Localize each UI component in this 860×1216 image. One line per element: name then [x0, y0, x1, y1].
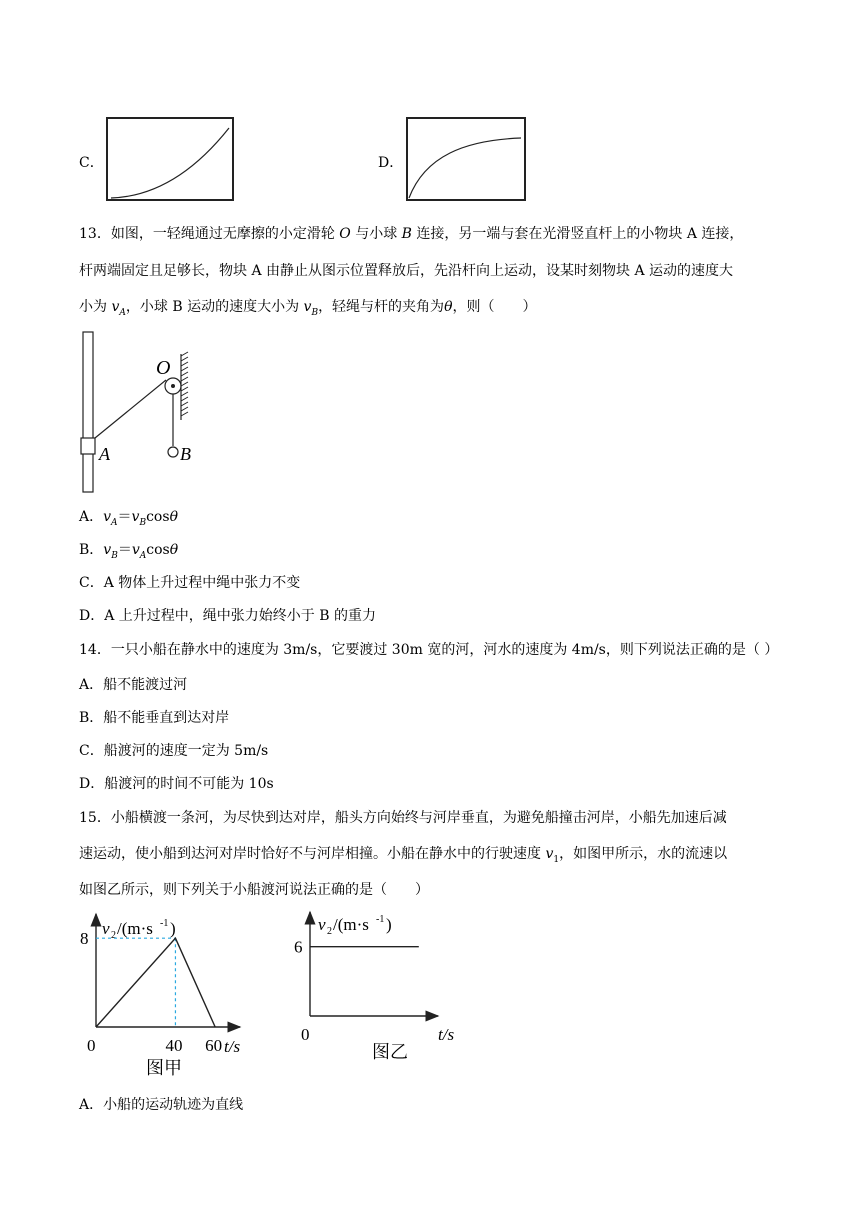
chart-jia	[74, 910, 264, 1085]
y-tick-label: 6	[294, 937, 303, 957]
chart-title: 图乙	[372, 1042, 408, 1062]
q13-option-a: A．$v_A=v_B\cos\theta$	[79, 509, 178, 528]
x-tick-label: 60	[205, 1036, 223, 1055]
series-line	[96, 938, 215, 1027]
label-o: O	[156, 357, 171, 379]
q14-stem: 14．一只小船在静水中的速度为 3m/s，它要渡过 30m 宽的河，河水的速度为 4m/s，则下列说法正确的是（ ）	[79, 642, 779, 658]
q13-option-b: B．$v_B=v_A\cos\theta$	[79, 542, 179, 561]
x-tick-label: 0	[87, 1036, 96, 1055]
q15-option-a: A．小船的运动轨迹为直线	[79, 1097, 244, 1113]
rope-a-to-pulley	[95, 380, 166, 438]
vertical-rod	[83, 332, 93, 492]
y-axis-label	[318, 914, 392, 937]
y-axis-label	[102, 918, 176, 941]
label-b: B	[180, 444, 191, 464]
q13-pulley-figure	[76, 330, 206, 494]
q14-option-b: B．船不能垂直到达对岸	[79, 710, 230, 726]
x-tick-label: 0	[301, 1025, 310, 1044]
q15-stem-line1: 15．小船横渡一条河，为尽快到达对岸，船头方向始终与河岸垂直，为避免船撞击河岸，小船先加速后减	[79, 810, 727, 826]
y-tick-label: 8	[80, 929, 89, 949]
q12-option-c-label: C．	[79, 155, 104, 171]
q14-option-d: D．船渡河的时间不可能为 10s	[79, 776, 274, 792]
q12-option-c-graph	[105, 116, 235, 202]
svg-text:2: 2	[111, 930, 116, 941]
chart-title: 图甲	[146, 1058, 182, 1078]
svg-text:/(m·s: /(m·s	[333, 915, 369, 934]
svg-text:-1: -1	[376, 914, 385, 925]
svg-text:v: v	[318, 915, 326, 934]
q12-option-d-graph	[405, 116, 527, 202]
svg-text:/(m·s: /(m·s	[117, 919, 153, 938]
svg-text:2: 2	[327, 926, 332, 937]
q13-stem-line3: 小为 $v_A$，小球 B 运动的速度大小为 $v_B$，轻绳与杆的夹角为θ，则（ ）	[79, 299, 537, 318]
x-tick-label: 40	[165, 1036, 183, 1055]
q14-option-a: A．船不能渡过河	[79, 677, 188, 693]
svg-text:v: v	[102, 919, 110, 938]
q12-option-d-label: D．	[378, 155, 404, 171]
q13-stem-line2: 杆两端固定且足够长，物块 A 由静止从图示位置释放后，先沿杆向上运动，设某时刻物块 A 运动的速度大	[79, 263, 734, 279]
chart-yi	[290, 910, 470, 1070]
q15-stem-line3: 如图乙所示，则下列关于小船渡河说法正确的是（ ）	[79, 882, 429, 898]
svg-text:): )	[170, 919, 176, 938]
svg-text:): )	[386, 915, 392, 934]
label-a: A	[99, 444, 110, 464]
block-a	[81, 438, 95, 454]
q13-option-d: D．A 上升过程中，绳中张力始终小于 B 的重力	[79, 608, 376, 624]
q13-option-c: C．A 物体上升过程中绳中张力不变	[79, 575, 301, 591]
x-axis-label: t/s	[438, 1025, 455, 1044]
x-axis-label: t/s	[224, 1037, 241, 1056]
q15-stem-line2: 速运动，使小船到达河对岸时恰好不与河岸相撞。小船在静水中的行驶速度 $v_1$，如图甲所示，水的流速以	[79, 846, 728, 865]
q14-option-c: C．船渡河的速度一定为 5m/s	[79, 743, 269, 759]
svg-text:-1: -1	[160, 918, 169, 929]
q13-stem-line1: 13．如图，一轻绳通过无摩擦的小定滑轮 O 与小球 B 连接，另一端与套在光滑竖直杆上的小物块 A 连接，	[79, 226, 744, 242]
ball-b	[168, 447, 178, 457]
